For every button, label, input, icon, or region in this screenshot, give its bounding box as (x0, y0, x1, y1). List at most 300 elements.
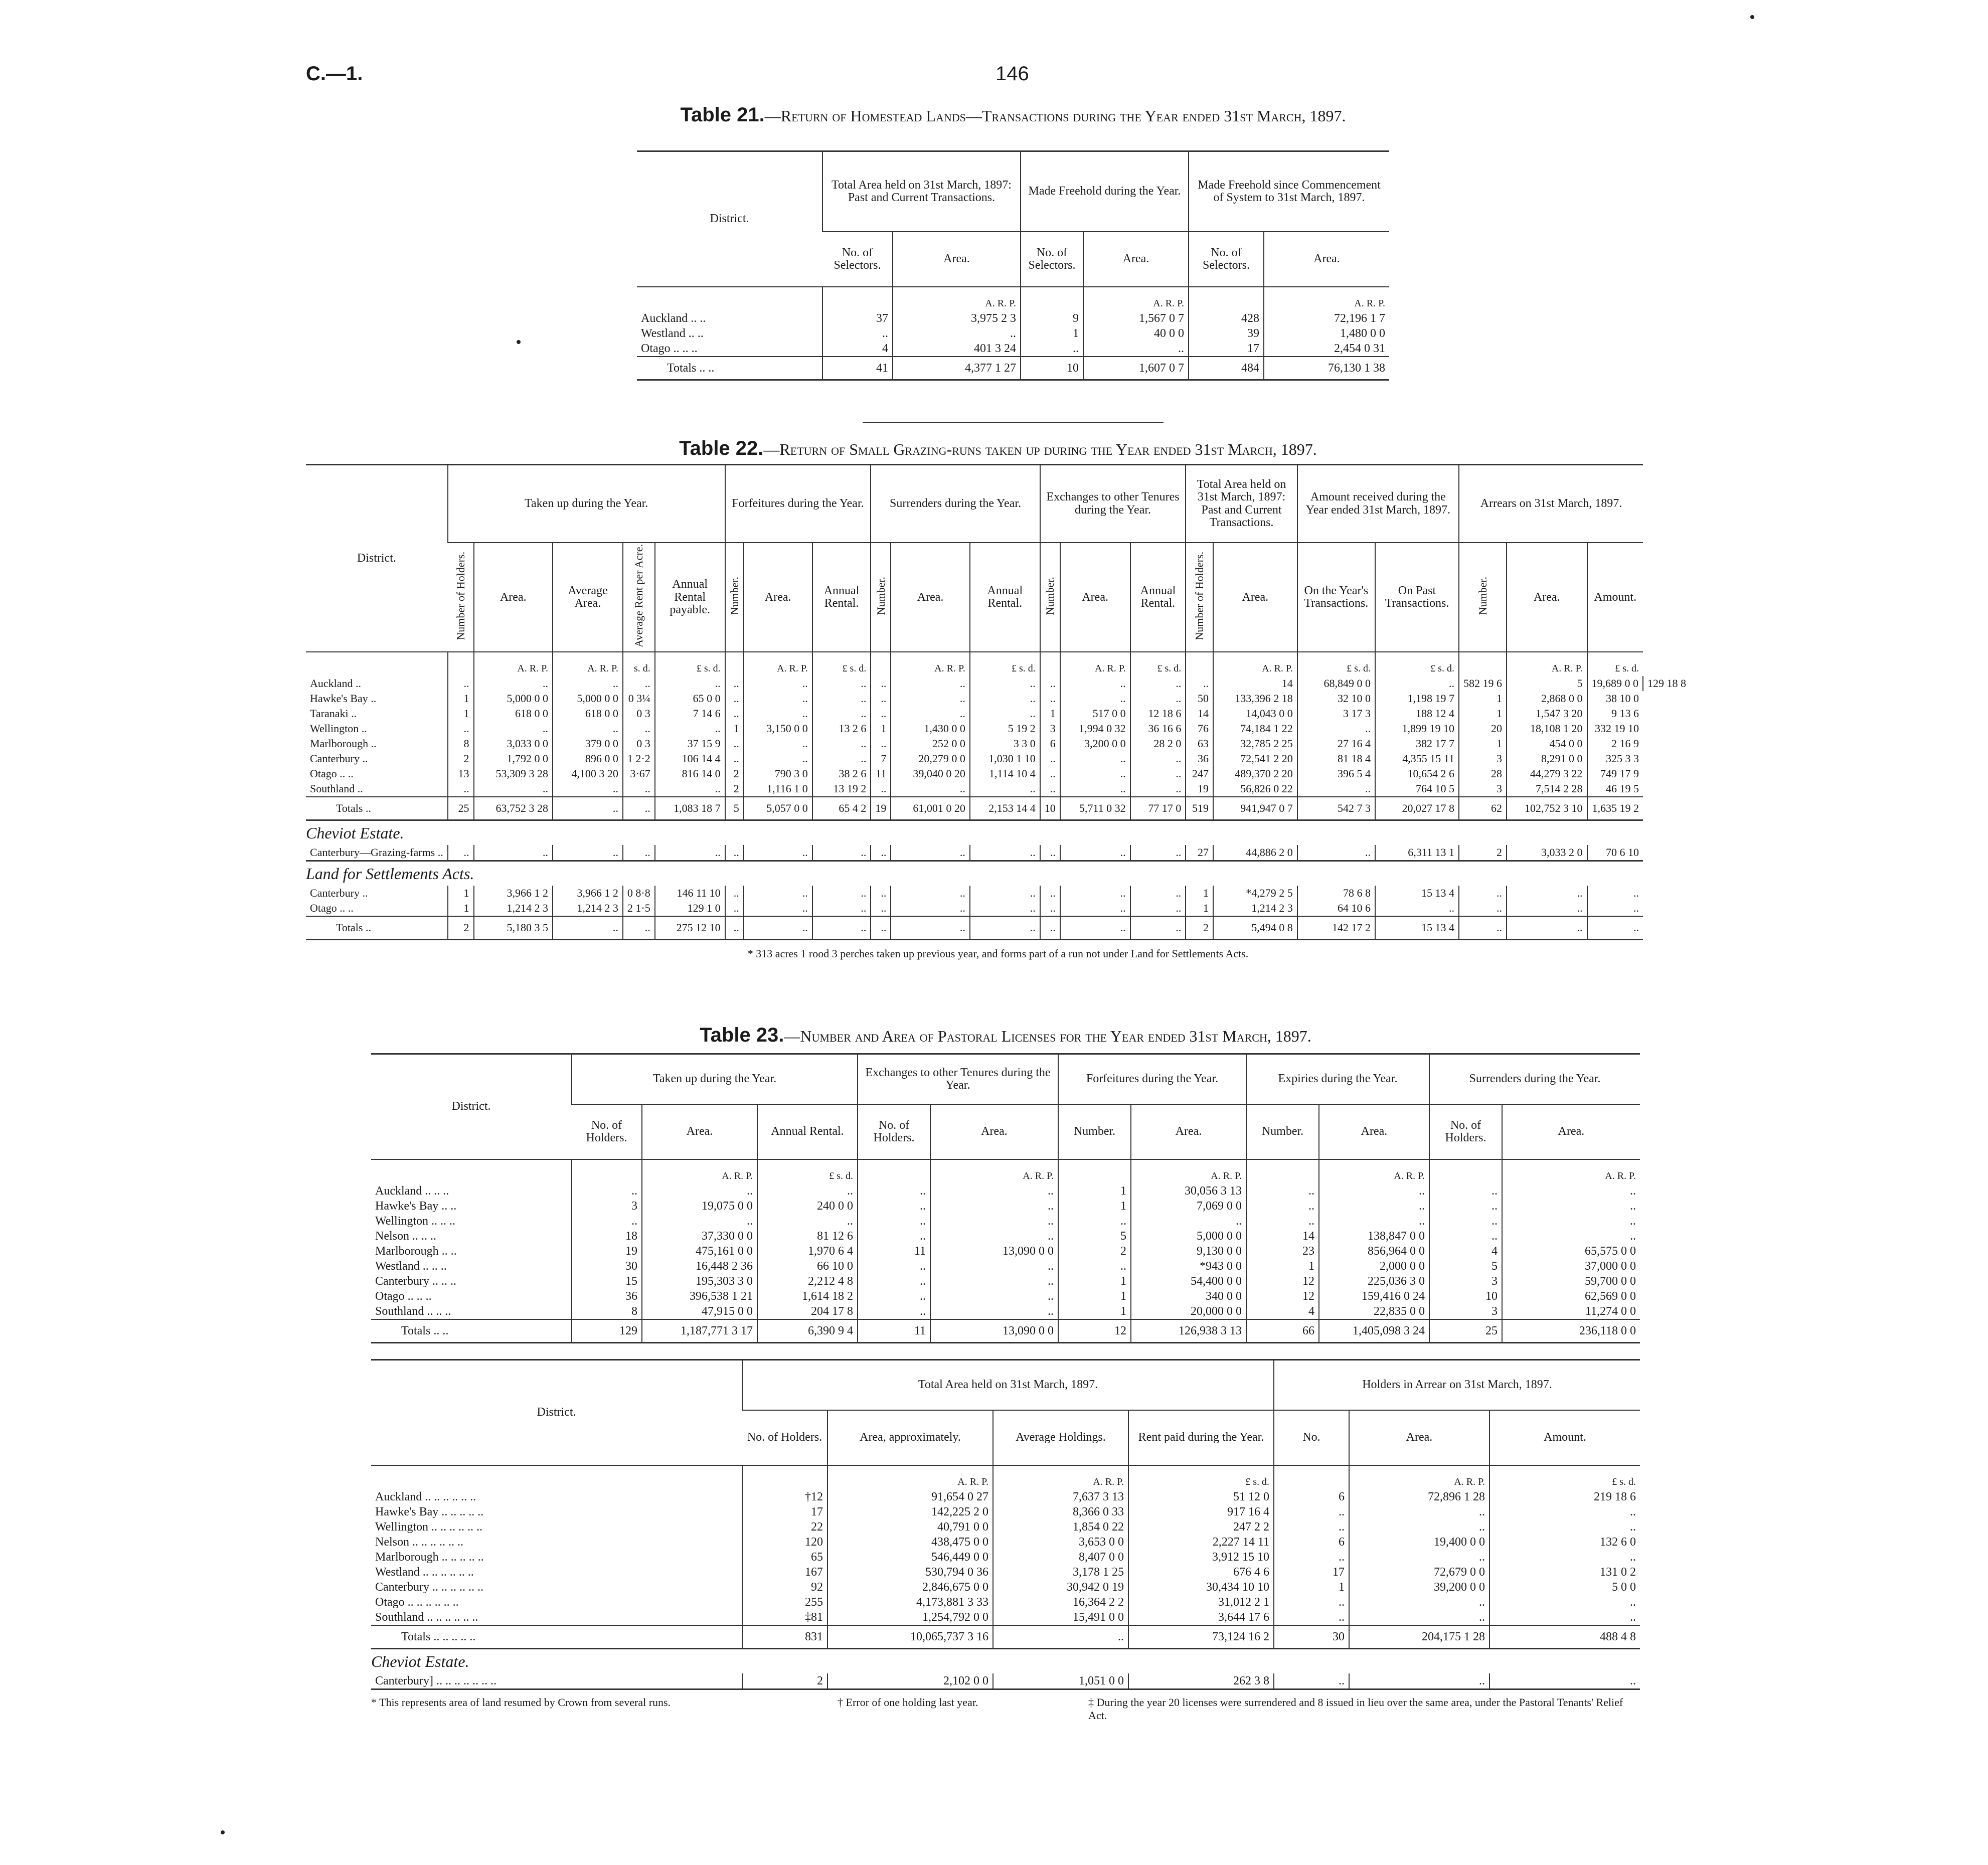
cell: 1 (448, 901, 474, 916)
header-area: Area. (474, 543, 553, 652)
table-row (306, 861, 1690, 886)
cell: 1 (871, 721, 891, 736)
cell: 38 10 0 (1587, 691, 1643, 706)
cell: 454 0 0 (1507, 736, 1587, 751)
units-row (637, 287, 1389, 311)
cell: .. (1274, 1550, 1349, 1565)
cell: .. (858, 1304, 930, 1319)
cell: 3,966 1 2 (553, 886, 623, 901)
cell: 1,607 0 7 (1083, 357, 1189, 380)
cell: 36 (1186, 751, 1213, 766)
cell: 0 3 (623, 736, 655, 751)
cell: 1,899 19 10 (1375, 721, 1459, 736)
header-exchanges: Exchanges to other Tenures during the Year. (1040, 465, 1186, 543)
cell: .. (891, 901, 970, 916)
cell: .. (623, 781, 655, 797)
cell: A. R. P. (891, 652, 970, 676)
cell: .. (1349, 1519, 1489, 1535)
cell (1274, 1465, 1349, 1489)
cell: Otago .. .. (310, 902, 354, 915)
cell: .. (893, 326, 1021, 341)
cell: .. (858, 1214, 930, 1229)
cell: .. (725, 691, 744, 706)
cell: 3 17 3 (1297, 706, 1375, 721)
cell: 53,309 3 28 (474, 766, 553, 781)
cell: .. (930, 1214, 1058, 1229)
cell: 247 (1186, 766, 1213, 781)
cell: .. (725, 886, 744, 901)
cell: £ s. d. (1128, 1465, 1274, 1489)
cell: .. (1060, 901, 1130, 916)
cell: .. (812, 706, 871, 721)
cell: 225,036 3 0 (1319, 1274, 1429, 1289)
cell: 1 (448, 706, 474, 721)
cell: A. R. P. (642, 1159, 757, 1183)
cell: £ s. d. (655, 652, 725, 676)
table-row (371, 1519, 1640, 1535)
cell: .. (858, 1199, 930, 1214)
cell: 41 (822, 357, 893, 380)
cell: 517 0 0 (1060, 706, 1130, 721)
cell: 1 2·2 (623, 751, 655, 766)
header-number-text: Number. (874, 576, 887, 615)
cell: .. (474, 781, 553, 797)
cell: 39 (1189, 326, 1264, 341)
table-row (306, 845, 1690, 861)
cell: .. (858, 1229, 930, 1244)
header-area: Area. (1213, 543, 1297, 652)
cell: .. (1130, 781, 1186, 797)
cell: 1,187,771 3 17 (642, 1319, 757, 1343)
cell: 54,400 0 0 (1131, 1274, 1246, 1289)
header-holders: No. of Holders. (858, 1104, 930, 1159)
cell: .. (1587, 916, 1643, 940)
table-row (371, 1550, 1640, 1565)
cell: 1,854 0 22 (993, 1519, 1128, 1535)
table22 (306, 464, 1690, 960)
cell: Canterbury] .. .. .. .. .. .. .. (371, 1673, 742, 1689)
cell: 12 (1246, 1274, 1319, 1289)
cell: .. (812, 736, 871, 751)
cell: .. (1489, 1550, 1640, 1565)
cell: 1,480 0 0 (1264, 326, 1389, 341)
cell: Cheviot Estate. (306, 824, 404, 842)
cell: 7 (871, 751, 891, 766)
cell: 5,000 0 0 (474, 691, 553, 706)
cell: .. (1130, 766, 1186, 781)
cell: Auckland .. (310, 677, 362, 690)
cell: Totals .. .. (637, 357, 822, 380)
header-district: District. (371, 1360, 742, 1466)
cell: A. R. P. (1060, 652, 1130, 676)
cell: .. (1375, 901, 1459, 916)
header-total-area: Total Area held on 31st March, 1897: Past and Current Transactions. (1186, 465, 1297, 543)
header-number (1040, 543, 1060, 652)
cell: .. (1274, 1595, 1349, 1610)
cell: 488 4 8 (1489, 1625, 1640, 1649)
table-row (371, 1673, 1640, 1689)
cell: 0 8·8 (623, 886, 655, 901)
cell: 1 (1021, 326, 1083, 341)
cell: 13 19 2 (812, 781, 871, 797)
cell: 3 (1040, 721, 1060, 736)
header-total-area: Total Area held on 31st March, 1897: Past and Current Transactions. (822, 151, 1021, 232)
cell: 9,130 0 0 (1131, 1244, 1246, 1259)
cell: 10,065,737 3 16 (827, 1625, 993, 1649)
cell: 1,614 18 2 (757, 1289, 858, 1304)
cell: .. (1502, 1214, 1640, 1229)
header-selectors: No. of Selectors. (1021, 232, 1083, 287)
header-selectors: No. of Selectors. (822, 232, 893, 287)
cell: .. (858, 1183, 930, 1199)
cell: 10 (1040, 797, 1060, 820)
cell: 4,355 15 11 (1375, 751, 1459, 766)
cell: 1,547 3 20 (1507, 706, 1587, 721)
cell: A. R. P. (827, 1465, 993, 1489)
cell: 19,400 0 0 (1349, 1535, 1489, 1550)
cell: 37,000 0 0 (1502, 1259, 1640, 1274)
cell: ‡81 (742, 1610, 827, 1625)
cell: .. (812, 751, 871, 766)
cell: 8 (572, 1304, 642, 1319)
units-label: A. R. P. (1264, 287, 1389, 311)
cell: 14,043 0 0 (1213, 706, 1297, 721)
cell: 816 14 0 (655, 766, 725, 781)
cell: 255 (742, 1595, 827, 1610)
cell: 6 (1274, 1489, 1349, 1504)
table23-caption (371, 1023, 1640, 1047)
cell: .. (1130, 676, 1186, 691)
cell: Marlborough .. .. .. .. .. (375, 1551, 484, 1564)
cell: 340 0 0 (1131, 1289, 1246, 1304)
cell: 1 (1459, 691, 1507, 706)
cell: Totals .. (306, 797, 448, 820)
cell: 1 (1186, 886, 1213, 901)
cell: A. R. P. (1319, 1159, 1429, 1183)
cell: .. (1297, 781, 1375, 797)
cell (1058, 1159, 1131, 1183)
cell: .. (970, 916, 1040, 940)
cell: Totals .. .. .. .. .. (371, 1625, 742, 1649)
cell: .. (871, 886, 891, 901)
table-row (371, 1649, 1640, 1674)
cell: .. (871, 691, 891, 706)
cell: 1,116 1 0 (744, 781, 812, 797)
cell: 3 (1459, 751, 1507, 766)
table-row (371, 1183, 1640, 1199)
header-years-transactions: On the Year's Transactions. (1297, 543, 1375, 652)
header-district: District. (637, 151, 822, 287)
table21-title: —Return of Homestead Lands—Transactions during the Year ended 31st March, 1897. (764, 107, 1346, 125)
cell: .. (744, 886, 812, 901)
cell: .. (891, 781, 970, 797)
cell: .. (1040, 691, 1060, 706)
cell: Hawke's Bay .. .. (375, 1200, 457, 1213)
cell: 1,083 18 7 (655, 797, 725, 820)
cell: 138,847 0 0 (1319, 1229, 1429, 1244)
cell: 1,214 2 3 (474, 901, 553, 916)
table22-footnote: * 313 acres 1 rood 3 perches taken up previous year, and forms part of a run not under Land for Settlements Acts. (747, 947, 1249, 960)
cell: .. (871, 706, 891, 721)
cell: 142 17 2 (1297, 916, 1375, 940)
cell: 1 (1058, 1304, 1131, 1319)
cell: 19 (1186, 781, 1213, 797)
cell: Nelson .. .. .. (375, 1230, 436, 1243)
cell: 4,100 3 20 (553, 766, 623, 781)
cell: .. (1297, 721, 1375, 736)
table-row (637, 326, 1389, 341)
cell: .. (1131, 1214, 1246, 1229)
cell: 856,964 0 0 (1319, 1244, 1429, 1259)
units-row (306, 652, 1690, 676)
cell: .. (1021, 341, 1083, 357)
cell: .. (655, 845, 725, 861)
cell: .. (930, 1199, 1058, 1214)
cell: 63 (1186, 736, 1213, 751)
cell: 159,416 0 24 (1319, 1289, 1429, 1304)
cell (1040, 652, 1060, 676)
cell: .. (891, 845, 970, 861)
table-row (371, 1244, 1640, 1259)
units-row (371, 1465, 1640, 1489)
cell: .. (970, 901, 1040, 916)
cell: 15 (572, 1274, 642, 1289)
cell: 102,752 3 10 (1507, 797, 1587, 820)
table-row (306, 751, 1690, 766)
cell: 47,915 0 0 (642, 1304, 757, 1319)
cell (1429, 1159, 1502, 1183)
cell: .. (970, 706, 1040, 721)
cell: 37 15 9 (655, 736, 725, 751)
cell: 30,056 3 13 (1131, 1183, 1246, 1199)
cell: 15 13 4 (1375, 916, 1459, 940)
table22-label: Table 22. (679, 437, 764, 459)
cell: .. (930, 1259, 1058, 1274)
cell: 2,454 0 31 (1264, 341, 1389, 357)
cell: 37,330 0 0 (642, 1229, 757, 1244)
cell: .. (744, 706, 812, 721)
cell: 20 (1459, 721, 1507, 736)
cell: .. (655, 721, 725, 736)
cell: 3 (572, 1199, 642, 1214)
table-row (371, 1489, 1640, 1504)
table-row (306, 721, 1690, 736)
cell: 4 (1429, 1244, 1502, 1259)
cell: 37 (822, 311, 893, 326)
cell: .. (970, 691, 1040, 706)
print-speck (221, 1830, 225, 1834)
totals-row (637, 357, 1389, 380)
cell: 790 3 0 (744, 766, 812, 781)
cell: 72,541 2 20 (1213, 751, 1297, 766)
cell: .. (858, 1274, 930, 1289)
cell: .. (1060, 766, 1130, 781)
cell: 68,849 0 0 (1297, 676, 1375, 691)
cell: 0 3 (623, 706, 655, 721)
cell: 6,390 9 4 (757, 1319, 858, 1343)
table23-title: —Number and Area of Pastoral Licenses for the Year ended 31st March, 1897. (784, 1027, 1311, 1045)
cell: 3,966 1 2 (474, 886, 553, 901)
cell (858, 1159, 930, 1183)
table-row (306, 781, 1690, 797)
header-expiries: Expiries during the Year. (1246, 1054, 1429, 1105)
cell: .. (1319, 1183, 1429, 1199)
cell: .. (725, 751, 744, 766)
header-area: Area. (930, 1104, 1058, 1159)
cell: 379 0 0 (553, 736, 623, 751)
cell: 332 19 10 (1587, 721, 1643, 736)
cell: .. (812, 916, 871, 940)
table-row (371, 1304, 1640, 1319)
cell: 14 (1246, 1229, 1319, 1244)
table-row (371, 1229, 1640, 1244)
cell: 1 (725, 721, 744, 736)
cell: 219 18 6 (1489, 1489, 1640, 1504)
cell: 401 3 24 (893, 341, 1021, 357)
cell: .. (1489, 1673, 1640, 1689)
cell: 62,569 0 0 (1502, 1289, 1640, 1304)
cell: 64 10 6 (1297, 901, 1375, 916)
cell: .. (623, 797, 655, 820)
cell: .. (930, 1183, 1058, 1199)
cell: 28 (1459, 766, 1507, 781)
header-number (1459, 543, 1507, 652)
cell: 66 (1246, 1319, 1319, 1343)
cell: 46 19 5 (1587, 781, 1643, 797)
cell: 2 (1058, 1244, 1131, 1259)
cell: 2,153 14 4 (970, 797, 1040, 820)
cell: 16,364 2 2 (993, 1595, 1128, 1610)
cell: 3,178 1 25 (993, 1565, 1128, 1580)
cell: 618 0 0 (553, 706, 623, 721)
cell: Wellington .. (310, 722, 367, 735)
header-area: Area. (642, 1104, 757, 1159)
cell: .. (1058, 1259, 1131, 1274)
cell: £ s. d. (757, 1159, 858, 1183)
cell: 676 4 6 (1128, 1565, 1274, 1580)
units-label: A. R. P. (1083, 287, 1189, 311)
table21 (637, 150, 1389, 381)
header-past-transactions: On Past Transactions. (1375, 543, 1459, 652)
cell: 13 2 6 (812, 721, 871, 736)
cell: 484 (1189, 357, 1264, 380)
header-holders: No. of Holders. (1429, 1104, 1502, 1159)
cell: 0 3¼ (623, 691, 655, 706)
cell: 764 10 5 (1375, 781, 1459, 797)
cell: 131 0 2 (1489, 1565, 1640, 1580)
cell: 3,644 17 6 (1128, 1610, 1274, 1625)
cell: 6 (1274, 1535, 1349, 1550)
cell: 12 (1058, 1319, 1131, 1343)
cell: 252 0 0 (891, 736, 970, 751)
cell: 2,846,675 0 0 (827, 1580, 993, 1595)
cell: 81 12 6 (757, 1229, 858, 1244)
table21-grid (637, 150, 1389, 381)
cell: .. (1083, 341, 1189, 357)
cell: .. (1274, 1673, 1349, 1689)
cell: 65 0 0 (655, 691, 725, 706)
cell: 749 17 9 (1587, 766, 1643, 781)
cell: 325 3 3 (1587, 751, 1643, 766)
cell: 3,975 2 3 (893, 311, 1021, 326)
header-rent-paid: Rent paid during the Year. (1128, 1410, 1274, 1465)
cell: 4,173,881 3 33 (827, 1595, 993, 1610)
table-row (637, 341, 1389, 357)
cell: .. (572, 1183, 642, 1199)
table-row (306, 736, 1690, 751)
table-row (306, 691, 1690, 706)
table22-grid (306, 464, 1690, 940)
cell: 40,791 0 0 (827, 1519, 993, 1535)
table-row (371, 1580, 1640, 1595)
cell: 9 13 6 (1587, 706, 1643, 721)
table22-body (306, 652, 1690, 940)
cell: 542 7 3 (1297, 797, 1375, 820)
totals-row (371, 1319, 1640, 1343)
cell: 7 14 6 (655, 706, 725, 721)
cell: .. (474, 845, 553, 861)
cell: .. (1130, 916, 1186, 940)
cell: .. (725, 845, 744, 861)
cell: †12 (742, 1489, 827, 1504)
header-number (725, 543, 744, 652)
cell: .. (812, 845, 871, 861)
cell: 2 (448, 751, 474, 766)
cell: 22 (742, 1519, 827, 1535)
cell: .. (1429, 1183, 1502, 1199)
table-row (371, 1214, 1640, 1229)
cell: Westland .. .. .. .. .. .. (375, 1566, 474, 1579)
cell: .. (891, 706, 970, 721)
cell: .. (930, 1229, 1058, 1244)
cell: 2 (1459, 845, 1507, 861)
cell: .. (725, 901, 744, 916)
cell: 2 (725, 766, 744, 781)
cell: 1 (1058, 1199, 1131, 1214)
cell: .. (1040, 751, 1060, 766)
cell: 39,200 0 0 (1349, 1580, 1489, 1595)
cell: .. (812, 901, 871, 916)
cell: 65 4 2 (812, 797, 871, 820)
cell: 66 10 0 (757, 1259, 858, 1274)
cell: .. (623, 916, 655, 940)
cell (572, 1159, 642, 1183)
table21-label: Table 21. (680, 104, 765, 126)
cell: .. (1349, 1595, 1489, 1610)
cell: .. (744, 901, 812, 916)
cell: 12 18 6 (1130, 706, 1186, 721)
table-row (371, 1504, 1640, 1519)
cell: .. (1375, 676, 1459, 691)
cell: 72,896 1 28 (1349, 1489, 1489, 1504)
cell: .. (1274, 1504, 1349, 1519)
cell: 40 0 0 (1083, 326, 1189, 341)
header-surrenders: Surrenders during the Year. (871, 465, 1040, 543)
cell: 1,635 19 2 (1587, 797, 1643, 820)
header-area: Area. (1349, 1410, 1489, 1465)
cell: .. (474, 721, 553, 736)
cell: .. (1507, 916, 1587, 940)
cell: 20,279 0 0 (891, 751, 970, 766)
cell: Westland .. .. (641, 327, 704, 340)
cell: .. (1060, 916, 1130, 940)
cell: .. (448, 845, 474, 861)
cell: 129 (572, 1319, 642, 1343)
cell: 396,538 1 21 (642, 1289, 757, 1304)
cell: .. (858, 1289, 930, 1304)
cell (1459, 652, 1507, 676)
cell: .. (822, 326, 893, 341)
